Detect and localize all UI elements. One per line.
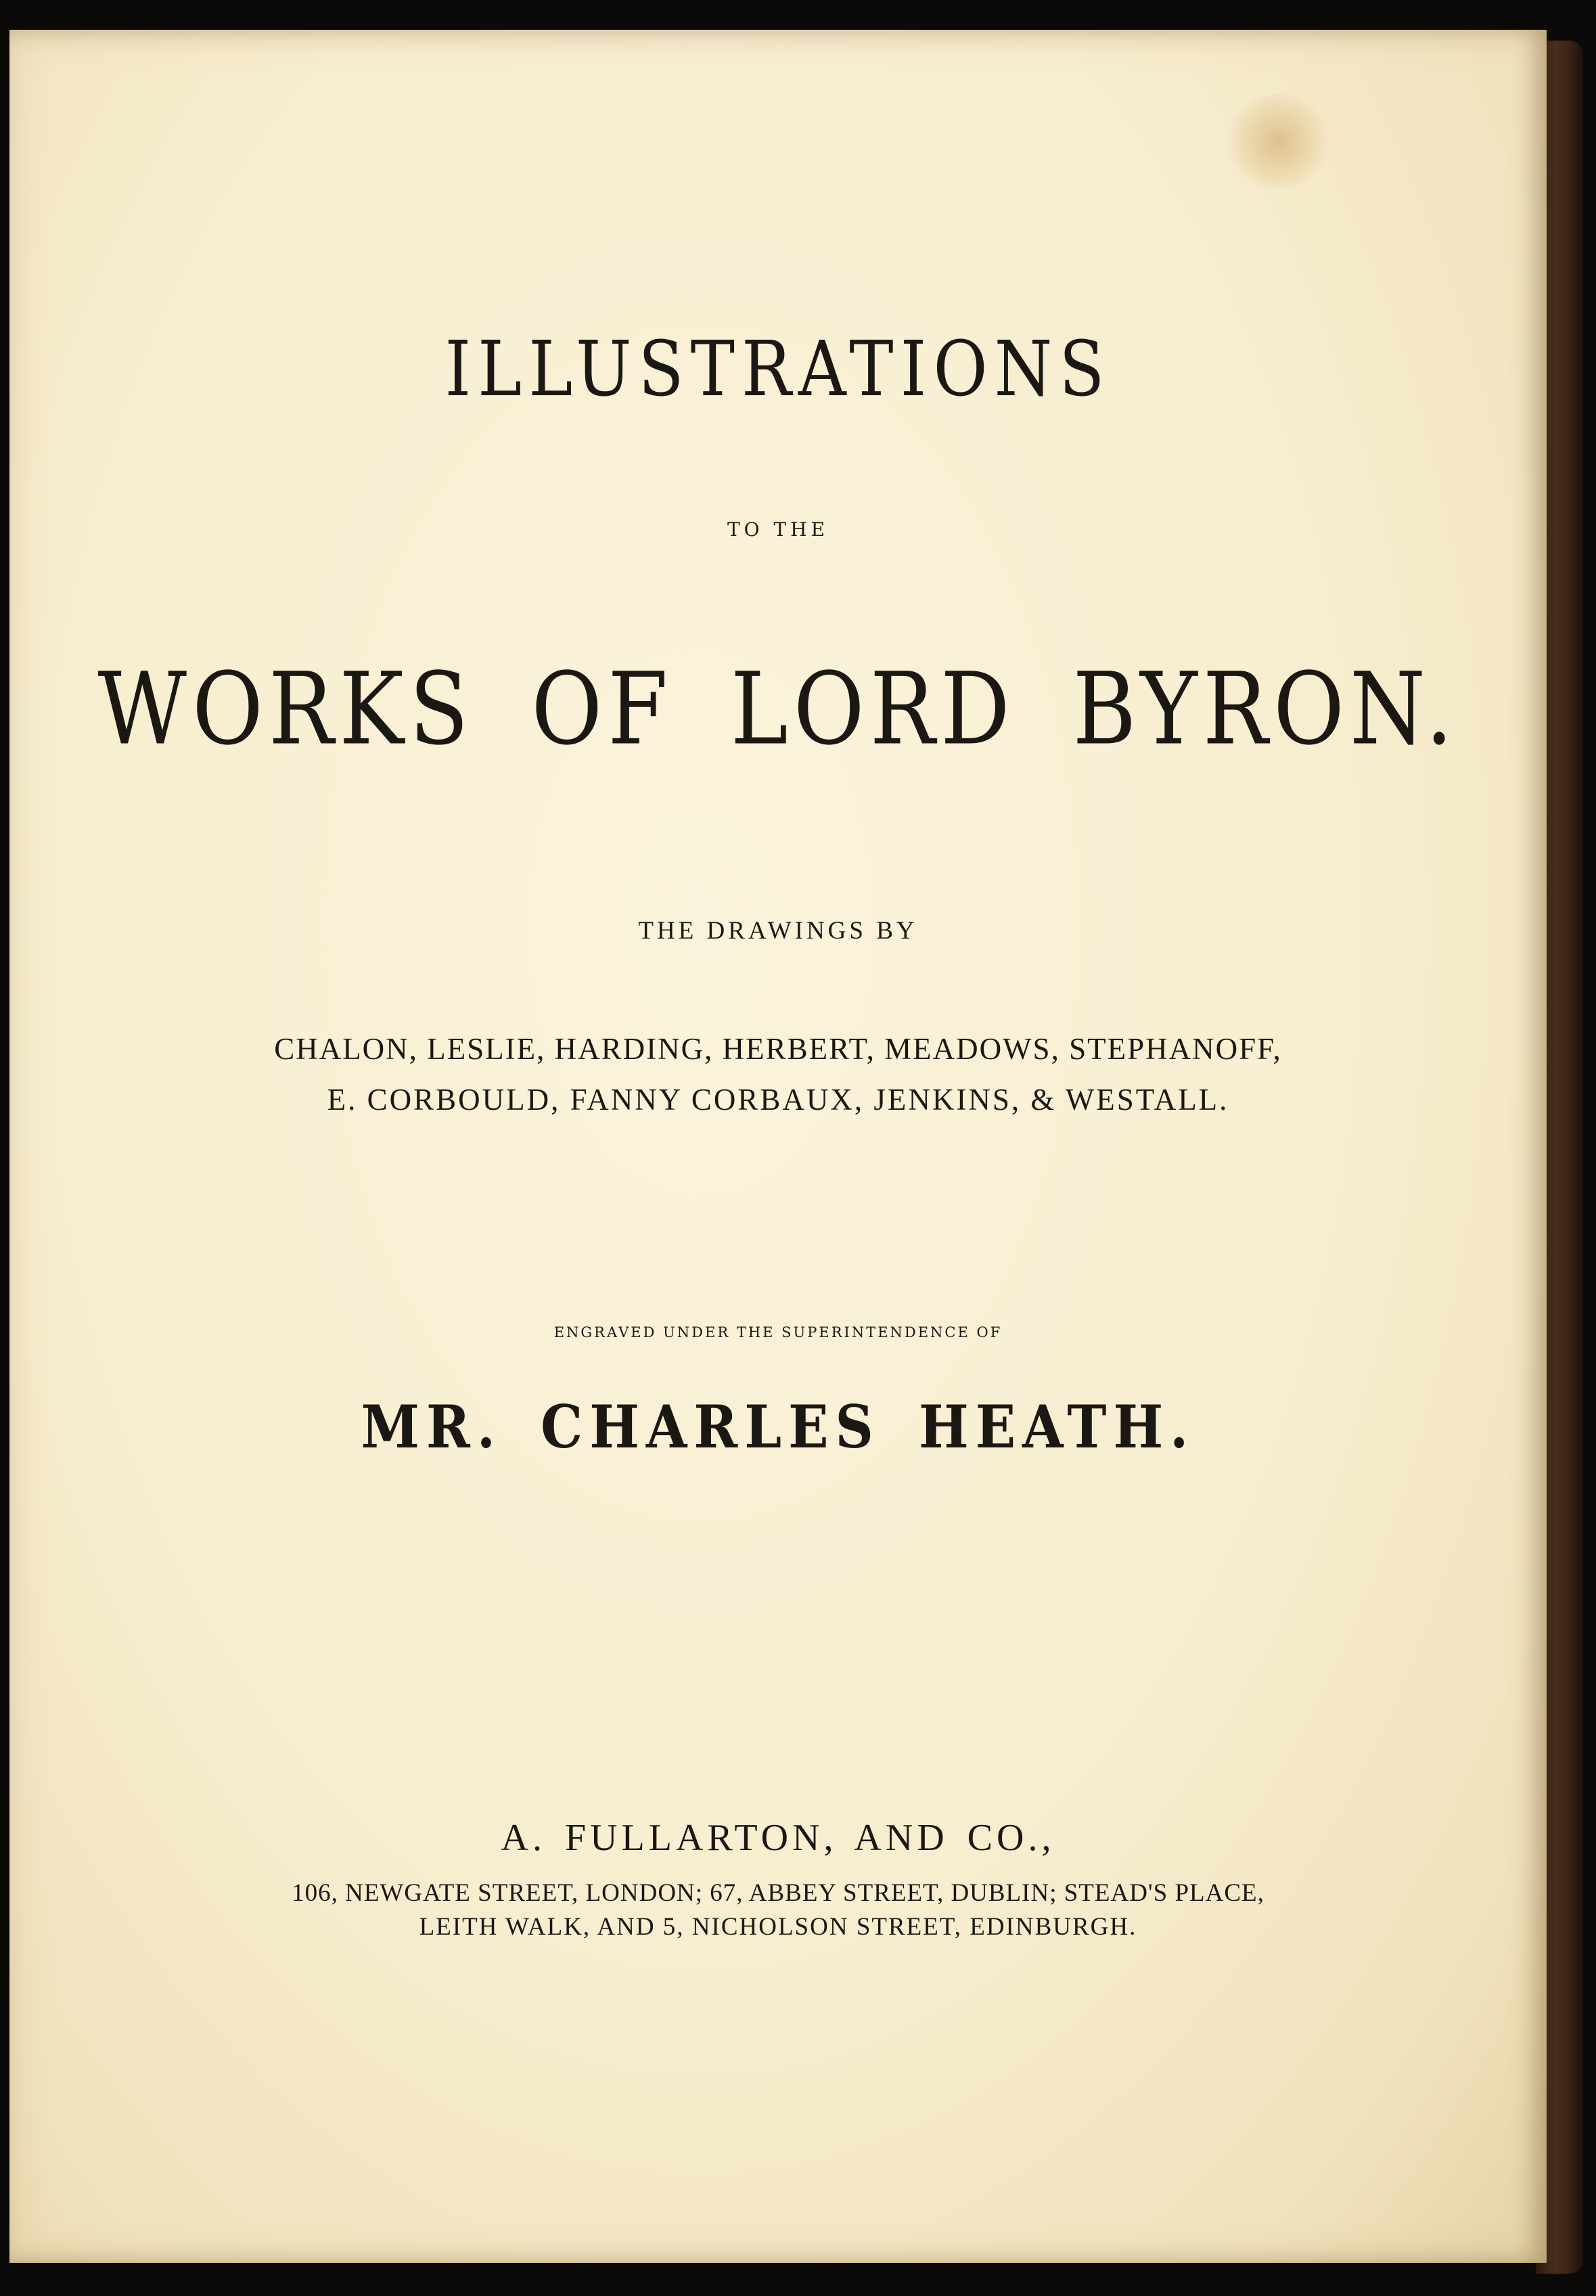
artists-line-2: E. CORBOULD, FANNY CORBAUX, JENKINS, & WESTALL. xyxy=(327,1083,1229,1117)
publisher-address-line-1: 106, NEWGATE STREET, LONDON; 67, ABBEY STREET, DUBLIN; STEAD'S PLACE, xyxy=(292,1879,1264,1907)
publisher-address-line-2: LEITH WALK, AND 5, NICHOLSON STREET, EDINBURGH. xyxy=(419,1913,1137,1941)
publisher-name: A. FULLARTON, AND CO., xyxy=(501,1817,1055,1859)
engraved-intro: ENGRAVED UNDER THE SUPERINTENDENCE OF xyxy=(553,1324,1003,1341)
paper-stain xyxy=(1227,94,1329,189)
title-page xyxy=(9,30,1547,2263)
drawings-intro: THE DRAWINGS BY xyxy=(638,917,918,945)
engraver-name: MR. CHARLES HEATH. xyxy=(361,1393,1195,1462)
title-connector: TO THE xyxy=(727,518,829,541)
subject-title: WORKS OF LORD BYRON. xyxy=(97,651,1459,768)
main-title: ILLUSTRATIONS xyxy=(444,325,1112,414)
artists-line-1: CHALON, LESLIE, HARDING, HERBERT, MEADOWS, STEPHANOFF, xyxy=(274,1032,1282,1066)
